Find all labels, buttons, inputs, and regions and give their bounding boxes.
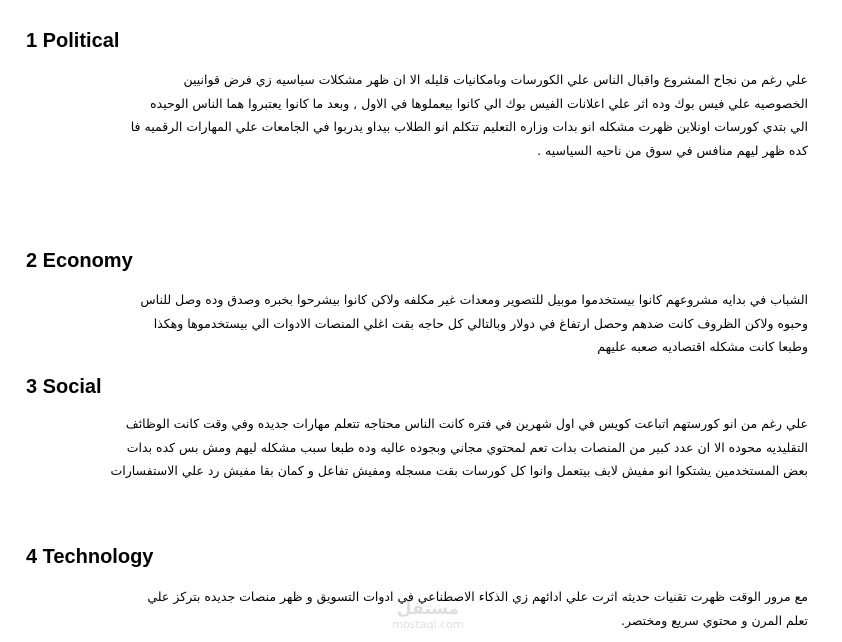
section-body-economy <box>22 288 808 359</box>
body-line: التقليديه محوده الا ان عدد كبير من المنصات بدات تعم لمحتوي مجاني وبجوده عاليه وده طبعا سبب مشكله ليهم ومش بس كده بدات <box>126 439 808 455</box>
watermark-logo: مستقل <box>396 599 460 619</box>
section-heading-social: 3 Social <box>26 376 102 398</box>
body-line: علي رغم من نجاح المشروع واقبال الناس علي الكورسات وبامكانيات قليله الا ان ظهر مشكلات سياسيه زي فرض قوانيين <box>183 72 808 87</box>
body-line: علي رغم من انو كورستهم اتباعت كويس في اول شهرين في فتره كانت الناس محتاجه تتعلم مهارات جديده وفي وقت كانت الوظائف <box>125 416 808 431</box>
body-line: كده ظهر ليهم منافس في سوق من ناحيه السياسيه . <box>537 142 808 158</box>
body-line: الي بتدي كورسات اونلاين ظهرت مشكله انو بدات وزاره التعليم تتكلم انو الطلاب بيداو يدربوا في الجامعات علي المهارات الرقميه فا <box>130 119 808 134</box>
section-body-social <box>22 412 808 483</box>
section-heading-technology: 4 Technology <box>26 546 154 568</box>
watermark-text: mostaql.com <box>392 618 464 631</box>
body-line: تعلم المرن و محتوي سريع ومختصر. <box>620 612 808 628</box>
body-line: وحبوه ولاكن الظروف كانت ضدهم وحصل ارتفاغ في دولار وبالتالي كل حاجه بقت اغلي المنصات الادوات الي بيستخدموها وهكذا <box>153 315 808 331</box>
section-heading-economy: 2 Economy <box>26 250 133 272</box>
section-body-political <box>22 68 808 162</box>
body-line: مع مرور الوقت ظهرت تقنيات حديثه اثرت علي ادائهم زي الذكاء الاصطناعي في ادوات التسويق و ظهر منصات جديده بتركز علي <box>147 589 808 604</box>
body-line: بعض المستخدمين يشتكوا انو مفيش لايف بيتعمل وانوا كل كورسات بقت مسجله ومفيش تفاعل و كمان بقا مفيش رد علي الاستفسارات <box>110 463 808 478</box>
body-line: وطبعا كانت مشكله اقتصاديه صعبه عليهم <box>597 339 808 354</box>
body-line: الشباب في بدايه مشروعهم كانوا بيستخدموا موبيل للتصوير ومعدات غير مكلفه ولاكن كانوا بيشرحوا بخبره وصدق وده وصل للناس <box>140 292 808 307</box>
section-body-technology <box>22 585 808 632</box>
body-line: الخصوصيه علي فيس بوك وده اثر علي اعلانات الفيس بوك الي كانوا بيعملوها في الاول , وبعد ما كانوا يعتبروا هما الناس الوحيده <box>150 95 808 111</box>
section-heading-political: 1 Political <box>26 30 120 52</box>
